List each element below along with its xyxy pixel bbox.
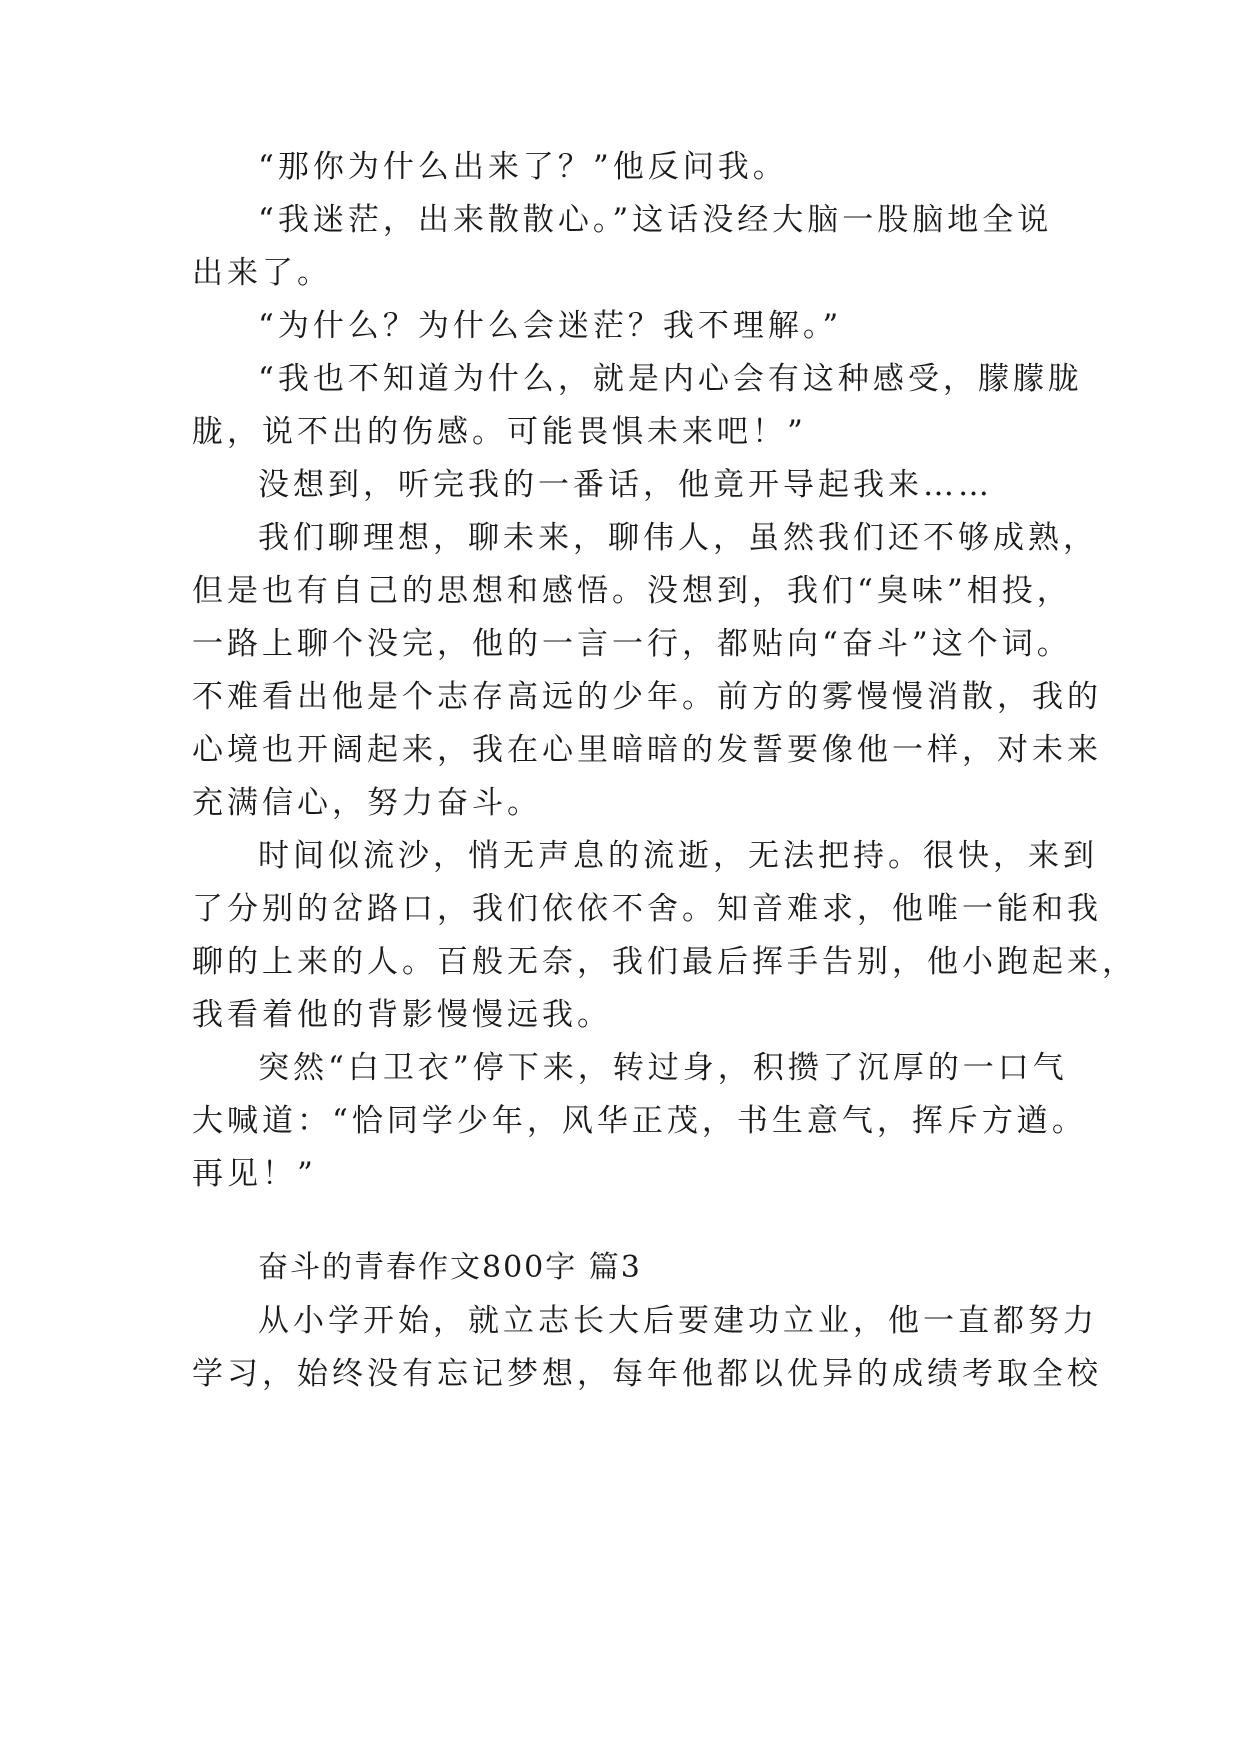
text-line: 但是也有自己的思想和感悟。没想到，我们“臭味”相投， [192, 573, 1072, 609]
text-line: 再见！” [192, 1156, 317, 1192]
text-line: 时间似流沙，悄无声息的流逝，无法把持。很快，来到 [258, 838, 1098, 874]
text-line: 了分别的岔路口，我们依依不舍。知音难求，他唯一能和我 [192, 891, 1102, 927]
text-line: 突然“白卫衣”停下来，转过身，积攒了沉厚的一口气 [258, 1050, 1068, 1086]
text-line: 学习，始终没有忘记梦想，每年他都以优异的成绩考取全校 [192, 1356, 1102, 1392]
text-line: “我迷茫，出来散散心。”这话没经大脑一股脑地全说 [258, 202, 1053, 238]
text-line: “我也不知道为什么，就是内心会有这种感受，朦朦胧 [258, 361, 1083, 397]
text-line: “那你为什么出来了？”他反问我。 [258, 149, 788, 185]
text-line: 聊的上来的人。百般无奈，我们最后挥手告别，他小跑起来， [192, 944, 1137, 980]
text-line: 我看着他的背影慢慢远我。 [192, 997, 612, 1033]
text-line: 大喊道：“恰同学少年，风华正茂，书生意气，挥斥方遒。 [192, 1103, 1087, 1139]
text-line: 心境也开阔起来，我在心里暗暗的发誓要像他一样，对未来 [192, 732, 1102, 768]
text-line: 充满信心，努力奋斗。 [192, 785, 542, 821]
section-heading: 奋斗的青春作文800字 篇3 [258, 1250, 642, 1285]
text-line: 胧，说不出的伤感。可能畏惧未来吧！” [192, 414, 807, 450]
text-line: 一路上聊个没完，他的一言一行，都贴向“奋斗”这个词。 [192, 626, 1072, 662]
text-line: 出来了。 [192, 255, 332, 291]
text-line: 没想到，听完我的一番话，他竟开导起我来…… [258, 467, 993, 503]
text-line: 从小学开始，就立志长大后要建功立业，他一直都努力 [258, 1303, 1098, 1339]
text-line: “为什么？为什么会迷茫？我不理解。” [258, 308, 843, 344]
text-line: 我们聊理想，聊未来，聊伟人，虽然我们还不够成熟， [258, 520, 1098, 556]
text-line: 不难看出他是个志存高远的少年。前方的雾慢慢消散，我的 [192, 679, 1102, 715]
